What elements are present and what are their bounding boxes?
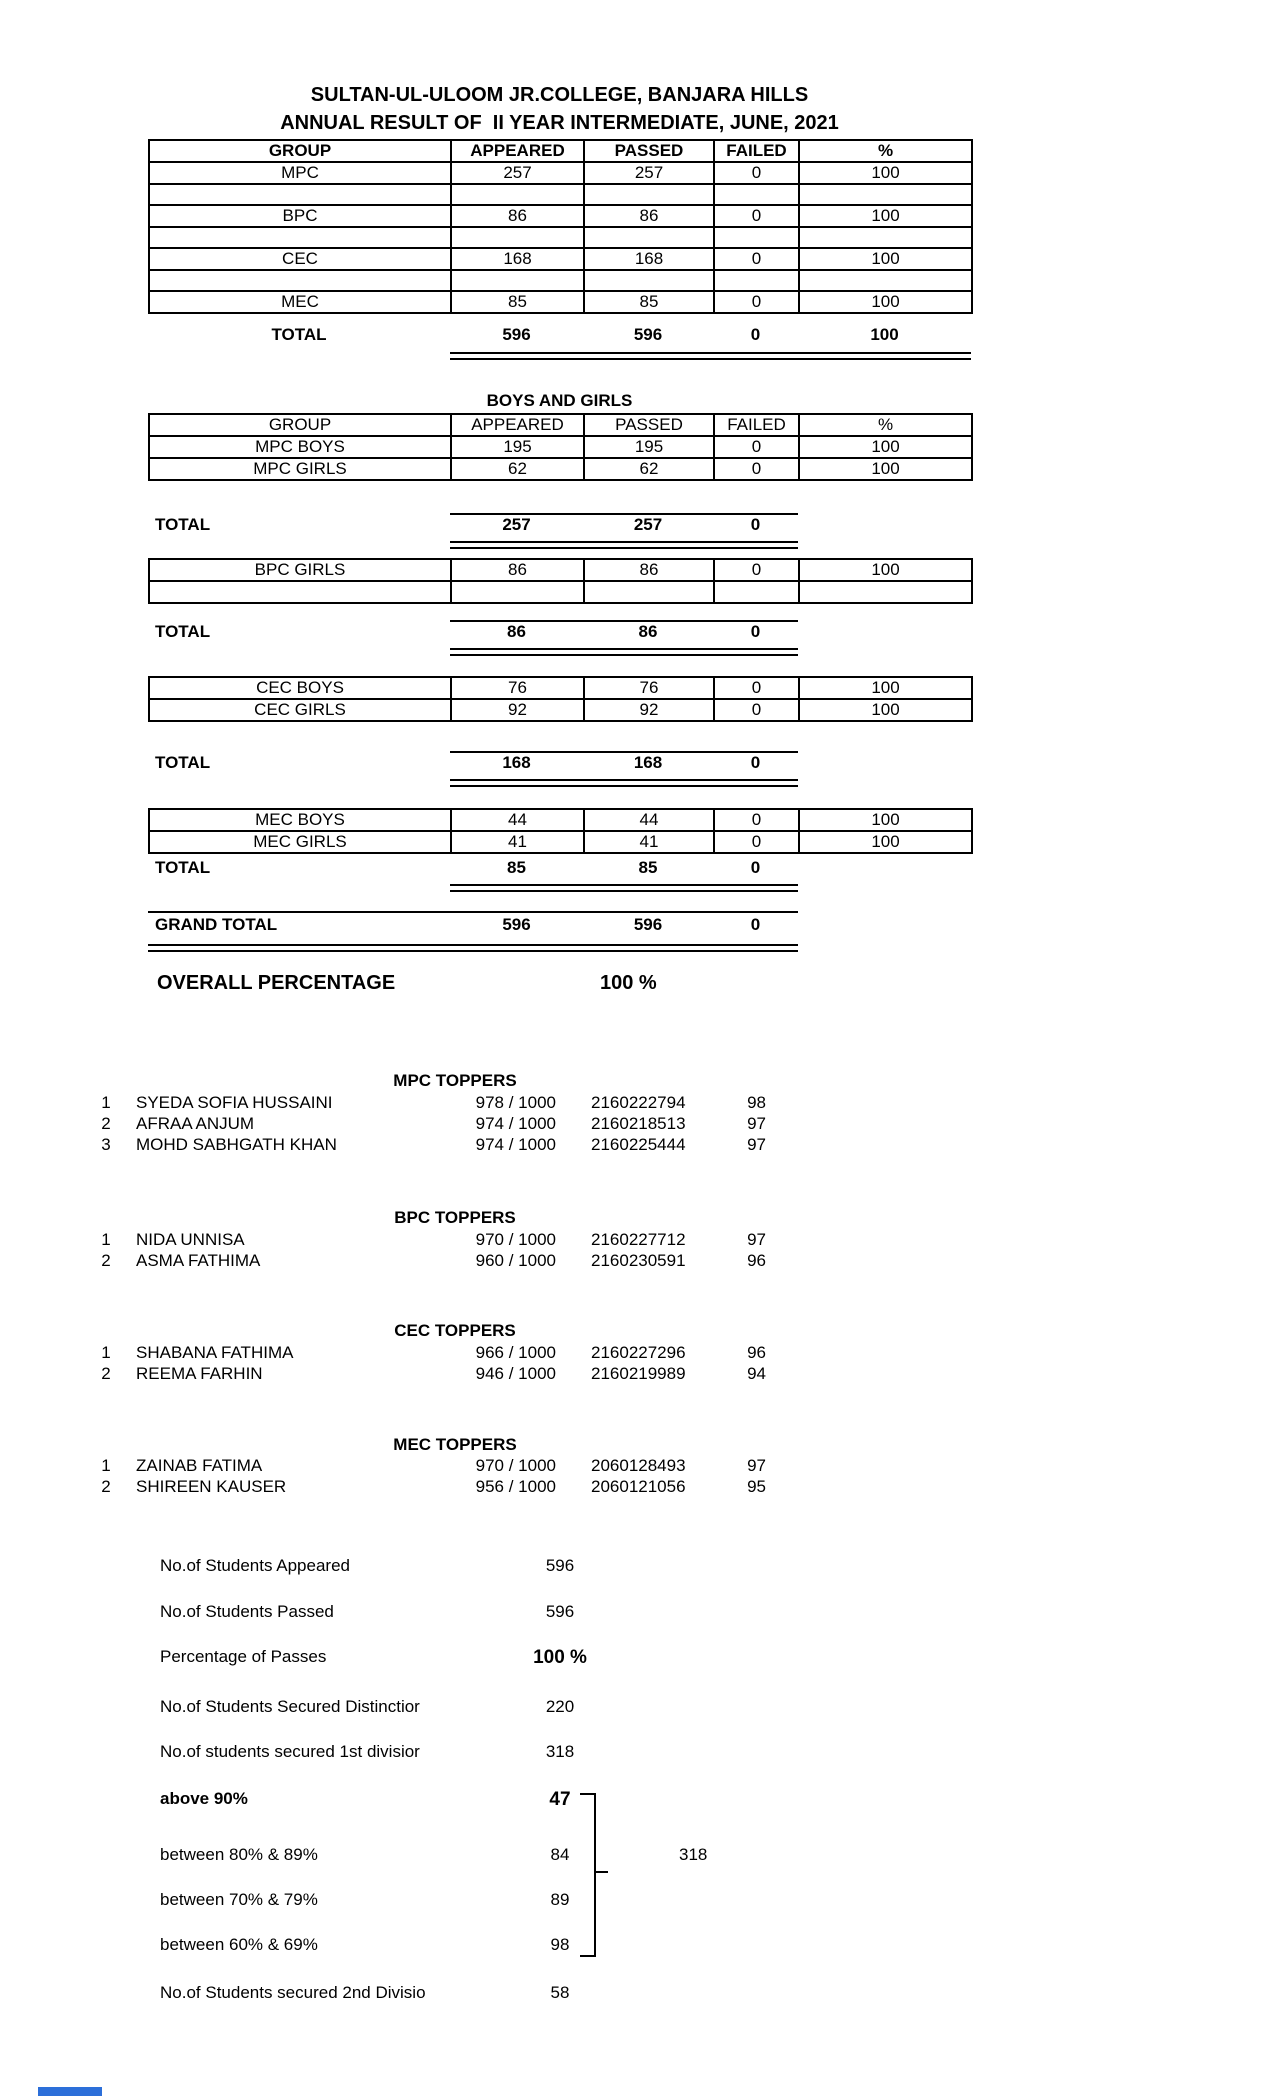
topper-pct: 98 (747, 1093, 766, 1112)
double-rule (450, 352, 971, 360)
topper-pct: 97 (747, 1456, 766, 1475)
summary-total-row (148, 325, 971, 348)
topper-pct: 96 (747, 1343, 766, 1362)
table-row (149, 205, 972, 227)
passed-cell: 195 (584, 436, 714, 458)
topper-row (95, 1093, 775, 1114)
double-rule (148, 944, 798, 952)
total-appeared: 596 (502, 325, 531, 344)
bpc-toppers-title: BPC TOPPERS (394, 1208, 516, 1227)
group-cell: MPC (149, 162, 451, 184)
group-cell: MEC BOYS (149, 809, 451, 831)
overall-percentage-label: OVERALL PERCENTAGE (157, 972, 396, 994)
topper-row (95, 1343, 775, 1364)
topper-marks: 960 / 1000 (475, 1251, 556, 1270)
topper-marks: 974 / 1000 (475, 1135, 556, 1154)
bracket-vertical-line (594, 1793, 596, 1957)
topper-roll: 2160222794 (591, 1093, 686, 1112)
empty-cell (149, 184, 451, 205)
footer-blue-bar (38, 2087, 102, 2096)
stat-row (160, 1845, 760, 1866)
table-row (149, 831, 972, 853)
total-label: TOTAL (271, 325, 327, 344)
table-row (149, 677, 972, 699)
topper-rank: 3 (101, 1135, 111, 1154)
empty-cell (799, 227, 972, 248)
pct-cell: 100 (799, 458, 972, 480)
topper-row (95, 1114, 775, 1135)
appeared-cell: 44 (451, 809, 584, 831)
summary-header-appeared: APPEARED (451, 140, 584, 162)
topper-roll: 2160230591 (591, 1251, 686, 1270)
passed-cell: 86 (584, 205, 714, 227)
mpc-table (148, 413, 973, 481)
empty-cell (714, 581, 799, 603)
total-label: TOTAL (155, 622, 211, 641)
stat-label: between 80% & 89% (160, 1845, 318, 1864)
stat-row (160, 1789, 760, 1810)
grand-total-appeared: 596 (502, 915, 531, 934)
empty-cell (799, 581, 972, 603)
stat-value: 98 (550, 1935, 570, 1954)
topper-marks: 978 / 1000 (475, 1093, 556, 1112)
cec-table (148, 676, 973, 722)
appeared-cell: 76 (451, 677, 584, 699)
failed-cell: 0 (714, 458, 799, 480)
overall-percentage-value: 100 % (600, 972, 657, 994)
double-rule (450, 648, 798, 656)
empty-cell (714, 270, 799, 291)
empty-cell (584, 270, 714, 291)
mpc-toppers-title: MPC TOPPERS (393, 1071, 517, 1090)
topper-roll: 2160218513 (591, 1114, 686, 1133)
empty-cell (451, 184, 584, 205)
pct-cell: 100 (799, 205, 972, 227)
empty-cell (714, 227, 799, 248)
topper-roll: 2060128493 (591, 1456, 686, 1475)
topper-row (95, 1230, 775, 1251)
group-cell: MEC (149, 291, 451, 313)
bracket-top-tick (580, 1793, 594, 1795)
appeared-cell: 195 (451, 436, 584, 458)
topper-rank: 2 (101, 1114, 111, 1133)
bracket-bottom-tick (580, 1955, 594, 1957)
spacer-row (149, 581, 972, 603)
failed-cell: 0 (714, 699, 799, 721)
bracket-total-value: 318 (679, 1845, 708, 1864)
appeared-cell: 257 (451, 162, 584, 184)
bpc-table (148, 558, 973, 604)
pct-cell: 100 (799, 831, 972, 853)
empty-cell (149, 581, 451, 603)
summary-header-failed: FAILED (714, 140, 799, 162)
topper-rank: 2 (101, 1477, 111, 1496)
bg-header-group: GROUP (149, 414, 451, 436)
summary-header-group: GROUP (149, 140, 451, 162)
summary-header-row (149, 140, 972, 162)
topper-roll: 2160227712 (591, 1230, 686, 1249)
topper-marks: 974 / 1000 (475, 1114, 556, 1133)
stat-label: Percentage of Passes (160, 1647, 327, 1666)
table-row (149, 699, 972, 721)
topper-row (95, 1251, 775, 1272)
empty-cell (799, 184, 972, 205)
group-cell: CEC (149, 248, 451, 270)
grand-total-failed: 0 (750, 915, 761, 934)
topper-rank: 1 (101, 1230, 111, 1249)
summary-header-passed: PASSED (584, 140, 714, 162)
stat-value: 220 (545, 1697, 575, 1716)
failed-cell: 0 (714, 248, 799, 270)
appeared-cell: 86 (451, 559, 584, 581)
failed-cell: 0 (714, 559, 799, 581)
passed-cell: 168 (584, 248, 714, 270)
empty-cell (799, 270, 972, 291)
empty-cell (584, 581, 714, 603)
topper-pct: 94 (747, 1364, 766, 1383)
total-label: TOTAL (155, 858, 211, 877)
passed-cell: 62 (584, 458, 714, 480)
topper-name: AFRAA ANJUM (136, 1114, 255, 1133)
empty-cell (451, 270, 584, 291)
total-appeared: 168 (502, 753, 531, 772)
stat-value: 84 (550, 1845, 570, 1864)
pct-cell: 100 (799, 436, 972, 458)
stat-row (160, 1602, 760, 1623)
page-subtitle: ANNUAL RESULT OF II YEAR INTERMEDIATE, JUNE, 2021 (280, 112, 839, 134)
failed-cell: 0 (714, 436, 799, 458)
group-cell: BPC GIRLS (149, 559, 451, 581)
topper-marks: 956 / 1000 (475, 1477, 556, 1496)
topper-rank: 1 (101, 1456, 111, 1475)
stat-label: No.of Students Passed (160, 1602, 334, 1621)
table-row (149, 248, 972, 270)
page-title: SULTAN-UL-ULOOM JR.COLLEGE, BANJARA HILLS (310, 84, 809, 106)
passed-cell: 85 (584, 291, 714, 313)
passed-cell: 92 (584, 699, 714, 721)
topper-pct: 97 (747, 1230, 766, 1249)
total-label: TOTAL (155, 515, 211, 534)
appeared-cell: 168 (451, 248, 584, 270)
topper-row (95, 1135, 775, 1156)
total-failed: 0 (750, 858, 761, 877)
total-appeared: 86 (507, 622, 526, 641)
total-failed: 0 (750, 325, 761, 344)
bg-header-row (149, 414, 972, 436)
total-passed: 257 (633, 515, 663, 534)
topper-pct: 97 (747, 1114, 766, 1133)
total-label: TOTAL (155, 753, 211, 772)
table-row (149, 559, 972, 581)
topper-marks: 946 / 1000 (475, 1364, 556, 1383)
grand-total-top-rule (148, 911, 798, 913)
cec-toppers-title: CEC TOPPERS (394, 1321, 516, 1340)
topper-name: MOHD SABHGATH KHAN (136, 1135, 337, 1154)
total-passed: 168 (633, 753, 663, 772)
grand-total-label: GRAND TOTAL (155, 915, 278, 934)
topper-rank: 1 (101, 1343, 111, 1362)
pct-cell: 100 (799, 162, 972, 184)
appeared-cell: 85 (451, 291, 584, 313)
bg-header-passed: PASSED (584, 414, 714, 436)
topper-rank: 2 (101, 1364, 111, 1383)
summary-header-pct: % (799, 140, 972, 162)
grand-total-passed: 596 (633, 915, 663, 934)
topper-rank: 2 (101, 1251, 111, 1270)
group-cell: MPC GIRLS (149, 458, 451, 480)
cec-total-row (148, 753, 971, 776)
stat-label: between 70% & 79% (160, 1890, 318, 1909)
mec-total-row (148, 858, 971, 881)
failed-cell: 0 (714, 809, 799, 831)
section-title-boys-girls: BOYS AND GIRLS (486, 391, 633, 410)
topper-name: REEMA FARHIN (136, 1364, 263, 1383)
passed-cell: 76 (584, 677, 714, 699)
bg-header-appeared: APPEARED (451, 414, 584, 436)
total-appeared: 257 (502, 515, 531, 534)
total-appeared: 85 (507, 858, 526, 877)
passed-cell: 44 (584, 809, 714, 831)
stat-value: 318 (545, 1742, 575, 1761)
topper-marks: 970 / 1000 (475, 1230, 556, 1249)
double-rule (450, 541, 798, 549)
stat-value: 596 (545, 1556, 575, 1575)
grand-total-row (148, 915, 971, 938)
stat-label: between 60% & 69% (160, 1935, 318, 1954)
group-cell: BPC (149, 205, 451, 227)
total-failed: 0 (750, 622, 761, 641)
empty-cell (584, 184, 714, 205)
stat-row (160, 1983, 760, 2004)
mec-toppers-title: MEC TOPPERS (393, 1435, 517, 1454)
topper-name: SHIREEN KAUSER (136, 1477, 287, 1496)
topper-name: SHABANA FATHIMA (136, 1343, 294, 1362)
pct-cell: 100 (799, 677, 972, 699)
topper-name: SYEDA SOFIA HUSSAINI (136, 1093, 333, 1112)
total-passed: 85 (638, 858, 658, 877)
topper-roll: 2160219989 (591, 1364, 686, 1383)
table-row (149, 291, 972, 313)
bg-header-pct: % (799, 414, 972, 436)
topper-rank: 1 (101, 1093, 111, 1112)
stat-row (160, 1742, 760, 1763)
group-cell: MEC GIRLS (149, 831, 451, 853)
topper-marks: 970 / 1000 (475, 1456, 556, 1475)
bg-header-failed: FAILED (714, 414, 799, 436)
stat-label: No.of Students Secured Distinctior (160, 1697, 420, 1716)
topper-pct: 95 (747, 1477, 766, 1496)
summary-table (148, 139, 973, 314)
topper-name: ASMA FATHIMA (136, 1251, 261, 1270)
appeared-cell: 92 (451, 699, 584, 721)
mpc-total-row (148, 515, 971, 538)
empty-cell (451, 581, 584, 603)
pct-cell: 100 (799, 699, 972, 721)
appeared-cell: 86 (451, 205, 584, 227)
failed-cell: 0 (714, 162, 799, 184)
passed-cell: 86 (584, 559, 714, 581)
table-row (149, 162, 972, 184)
double-rule (450, 779, 798, 787)
stat-value: 58 (550, 1983, 570, 2002)
bracket-middle-tick (596, 1871, 608, 1873)
topper-pct: 96 (747, 1251, 766, 1270)
double-rule (450, 884, 798, 892)
empty-cell (714, 184, 799, 205)
mec-table (148, 808, 973, 854)
stat-value: 47 (549, 1789, 571, 1810)
topper-roll: 2060121056 (591, 1477, 686, 1496)
appeared-cell: 41 (451, 831, 584, 853)
stat-value: 89 (550, 1890, 570, 1909)
spacer-row (149, 227, 972, 248)
stat-label: No.of Students secured 2nd Divisio (160, 1983, 426, 2002)
group-cell: CEC GIRLS (149, 699, 451, 721)
table-row (149, 458, 972, 480)
spacer-row (149, 270, 972, 291)
stat-row (160, 1556, 760, 1577)
appeared-cell: 62 (451, 458, 584, 480)
table-row (149, 436, 972, 458)
failed-cell: 0 (714, 677, 799, 699)
topper-row (95, 1456, 775, 1477)
pct-cell: 100 (799, 248, 972, 270)
topper-row (95, 1364, 775, 1385)
topper-name: ZAINAB FATIMA (136, 1456, 263, 1475)
total-passed: 86 (638, 622, 658, 641)
stat-value: 596 (545, 1602, 575, 1621)
failed-cell: 0 (714, 291, 799, 313)
topper-marks: 966 / 1000 (475, 1343, 556, 1362)
stat-row (160, 1890, 760, 1911)
total-failed: 0 (750, 515, 761, 534)
stat-row (160, 1697, 760, 1718)
group-cell: CEC BOYS (149, 677, 451, 699)
total-passed: 596 (633, 325, 663, 344)
pct-cell: 100 (799, 291, 972, 313)
pct-cell: 100 (799, 559, 972, 581)
group-cell: MPC BOYS (149, 436, 451, 458)
total-pct: 100 (870, 325, 899, 344)
failed-cell: 0 (714, 831, 799, 853)
stat-row (160, 1647, 760, 1668)
stat-label: No.of Students Appeared (160, 1556, 350, 1575)
pct-cell: 100 (799, 809, 972, 831)
stat-value: 100 % (533, 1647, 587, 1668)
empty-cell (149, 227, 451, 248)
topper-roll: 2160227296 (591, 1343, 686, 1362)
topper-name: NIDA UNNISA (136, 1230, 245, 1249)
empty-cell (149, 270, 451, 291)
total-failed: 0 (750, 753, 761, 772)
topper-row (95, 1477, 775, 1498)
stat-label: above 90% (160, 1789, 248, 1808)
empty-cell (451, 227, 584, 248)
topper-roll: 2160225444 (591, 1135, 686, 1154)
passed-cell: 41 (584, 831, 714, 853)
empty-cell (584, 227, 714, 248)
failed-cell: 0 (714, 205, 799, 227)
passed-cell: 257 (584, 162, 714, 184)
stat-label: No.of students secured 1st divisior (160, 1742, 420, 1761)
topper-pct: 97 (747, 1135, 766, 1154)
bpc-total-row (148, 622, 971, 645)
table-row (149, 809, 972, 831)
spacer-row (149, 184, 972, 205)
stat-row (160, 1935, 760, 1956)
